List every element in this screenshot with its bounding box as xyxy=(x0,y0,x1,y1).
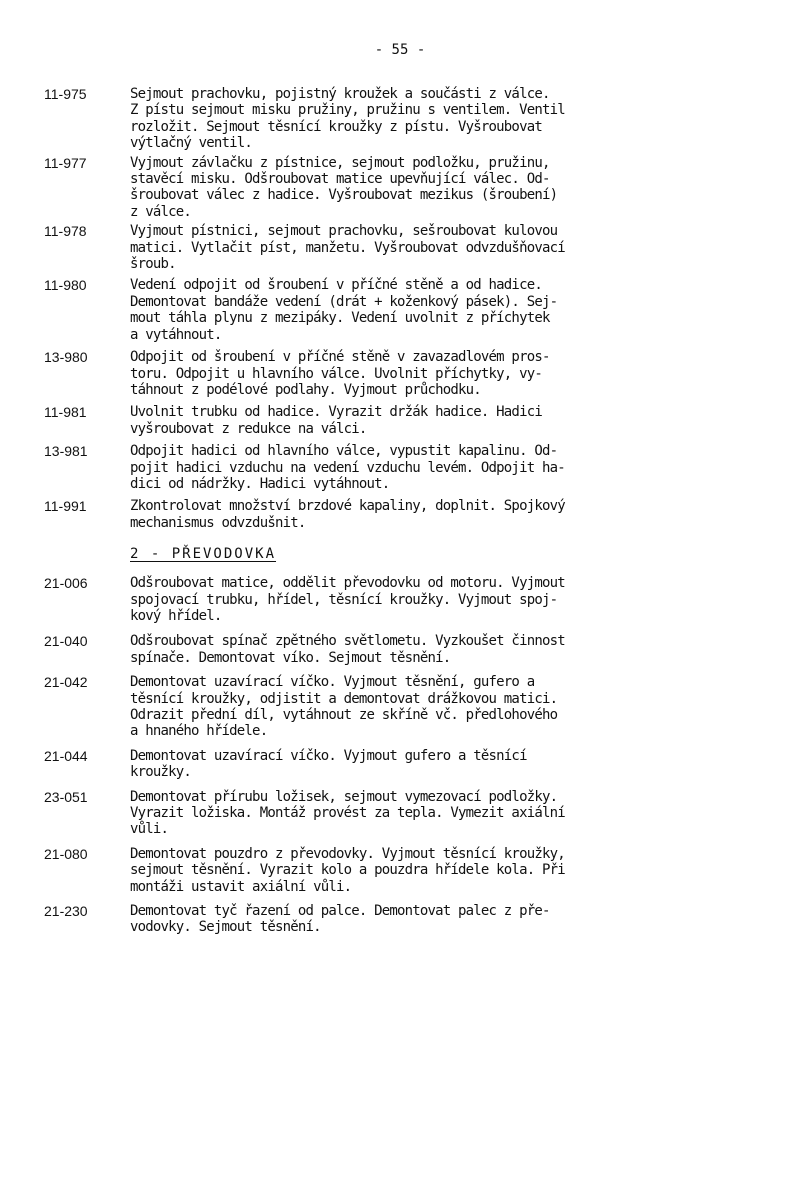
entry xyxy=(44,404,764,437)
entry-code: 21-006 xyxy=(44,575,88,592)
entry-code: 11-991 xyxy=(44,498,87,515)
entry-text: Odšroubovat spínač zpětného světlometu. Vyzkoušet činnost spínače. Demontovat víko. Sejmout těsnění. xyxy=(130,633,565,666)
entry xyxy=(44,575,764,624)
entry-text: Vyjmout pístnici, sejmout prachovku, sešroubovat kulovou matici. Vytlačit píst, manžetu. Vyšroubovat odvzdušňovací šroub. xyxy=(130,223,565,273)
entry-text: Demontovat přírubu ložisek, sejmout vymezovací podložky. Vyrazit ložiska. Montáž provést za tepla. Vymezit axiální vůli. xyxy=(130,788,565,838)
entry xyxy=(44,789,764,838)
entry xyxy=(44,674,764,740)
section-heading-row xyxy=(44,545,764,563)
entry xyxy=(44,748,764,781)
section-heading: 2 - PŘEVODOVKA xyxy=(130,546,277,563)
entry xyxy=(44,633,764,666)
entry-code: 21-040 xyxy=(44,633,88,650)
entry-text: Demontovat tyč řazení od palce. Demontovat palec z pře- vodovky. Sejmout těsnění. xyxy=(130,903,550,936)
entry xyxy=(44,155,764,221)
entry-text: Demontovat uzavírací víčko. Vyjmout těsnění, gufero a těsnící kroužky, odjistit a demontovat drážkovou matici. Odrazit přední díl, vytáhnout ze skříně vč. předlohového a hnaného hřídele. xyxy=(130,674,558,740)
entry xyxy=(44,846,764,895)
entry xyxy=(44,277,764,343)
entry-code: 21-044 xyxy=(44,747,88,764)
entry-code: 11-975 xyxy=(44,86,87,102)
entry xyxy=(44,86,764,152)
entry-code: 11-981 xyxy=(44,404,87,421)
entry-code: 11-980 xyxy=(44,277,87,294)
entry xyxy=(44,443,764,492)
entry-text: Odšroubovat matice, oddělit převodovku od motoru. Vyjmout spojovací trubku, hřídel, těsnící kroužky. Vyjmout spoj- kový hřídel. xyxy=(130,575,565,624)
entry-text: Odpojit od šroubení v příčné stěně v zavazadlovém pros- toru. Odpojit u hlavního válce. Uvolnit příchytky, vy- táhnout z podélové podlahy. Vyjmout průchodku. xyxy=(130,349,550,398)
entries-list xyxy=(44,86,764,936)
entry xyxy=(44,903,764,936)
entry-code: 23-051 xyxy=(44,788,88,805)
entry-text: Uvolnit trubku od hadice. Vyrazit držák hadice. Hadici vyšroubovat z redukce na válci. xyxy=(130,404,542,437)
entry-text: Vyjmout závlačku z pístnice, sejmout podložku, pružinu, stavěcí misku. Odšroubovat matice upevňující válec. Od- šroubovat válec z hadice. Vyšroubovat mezikus (šroubení) z válce. xyxy=(130,154,558,220)
entry xyxy=(44,223,764,272)
entry-text: Zkontrolovat množství brzdové kapaliny, doplnit. Spojkový mechanismus odvzdušnit. xyxy=(130,498,565,531)
entry-code: 21-080 xyxy=(44,845,88,862)
entry xyxy=(44,498,764,531)
entry-text: Demontovat uzavírací víčko. Vyjmout gufero a těsnící kroužky. xyxy=(130,747,527,781)
entry-text: Demontovat pouzdro z převodovky. Vyjmout těsnící kroužky, sejmout těsnění. Vyrazit kolo a pouzdra hřídele kola. Při montáži ustavit axiální vůli. xyxy=(130,845,565,895)
entry-code: 13-980 xyxy=(44,349,88,366)
entry-code: 11-978 xyxy=(44,223,87,240)
entry-code: 11-977 xyxy=(44,154,87,171)
entry xyxy=(44,349,764,398)
entry-code: 21-230 xyxy=(44,903,88,920)
page-number: - 55 - xyxy=(374,42,426,58)
entry-text: Odpojit hadici od hlavního válce, vypustit kapalinu. Od- pojit hadici vzduchu na vedení vzduchu levém. Odpojit ha- dici od nádržky. Hadici vytáhnout. xyxy=(130,443,565,492)
entry-code: 21-042 xyxy=(44,674,88,691)
entry-code: 13-981 xyxy=(44,443,88,460)
entry-text: Vedení odpojit od šroubení v příčné stěně a od hadice. Demontovat bandáže vedení (drát + koženkový pásek). Sej- mout táhla plynu z mezipáky. Vedení uvolnit z příchytek a vytáhnout. xyxy=(130,277,558,343)
entry-text: Sejmout prachovku, pojistný kroužek a součásti z válce. Z pístu sejmout misku pružiny, pružinu s ventilem. Ventil rozložit. Sejmout těsnící kroužky z pístu. Vyšroubovat výtlačný ventil. xyxy=(130,86,565,152)
